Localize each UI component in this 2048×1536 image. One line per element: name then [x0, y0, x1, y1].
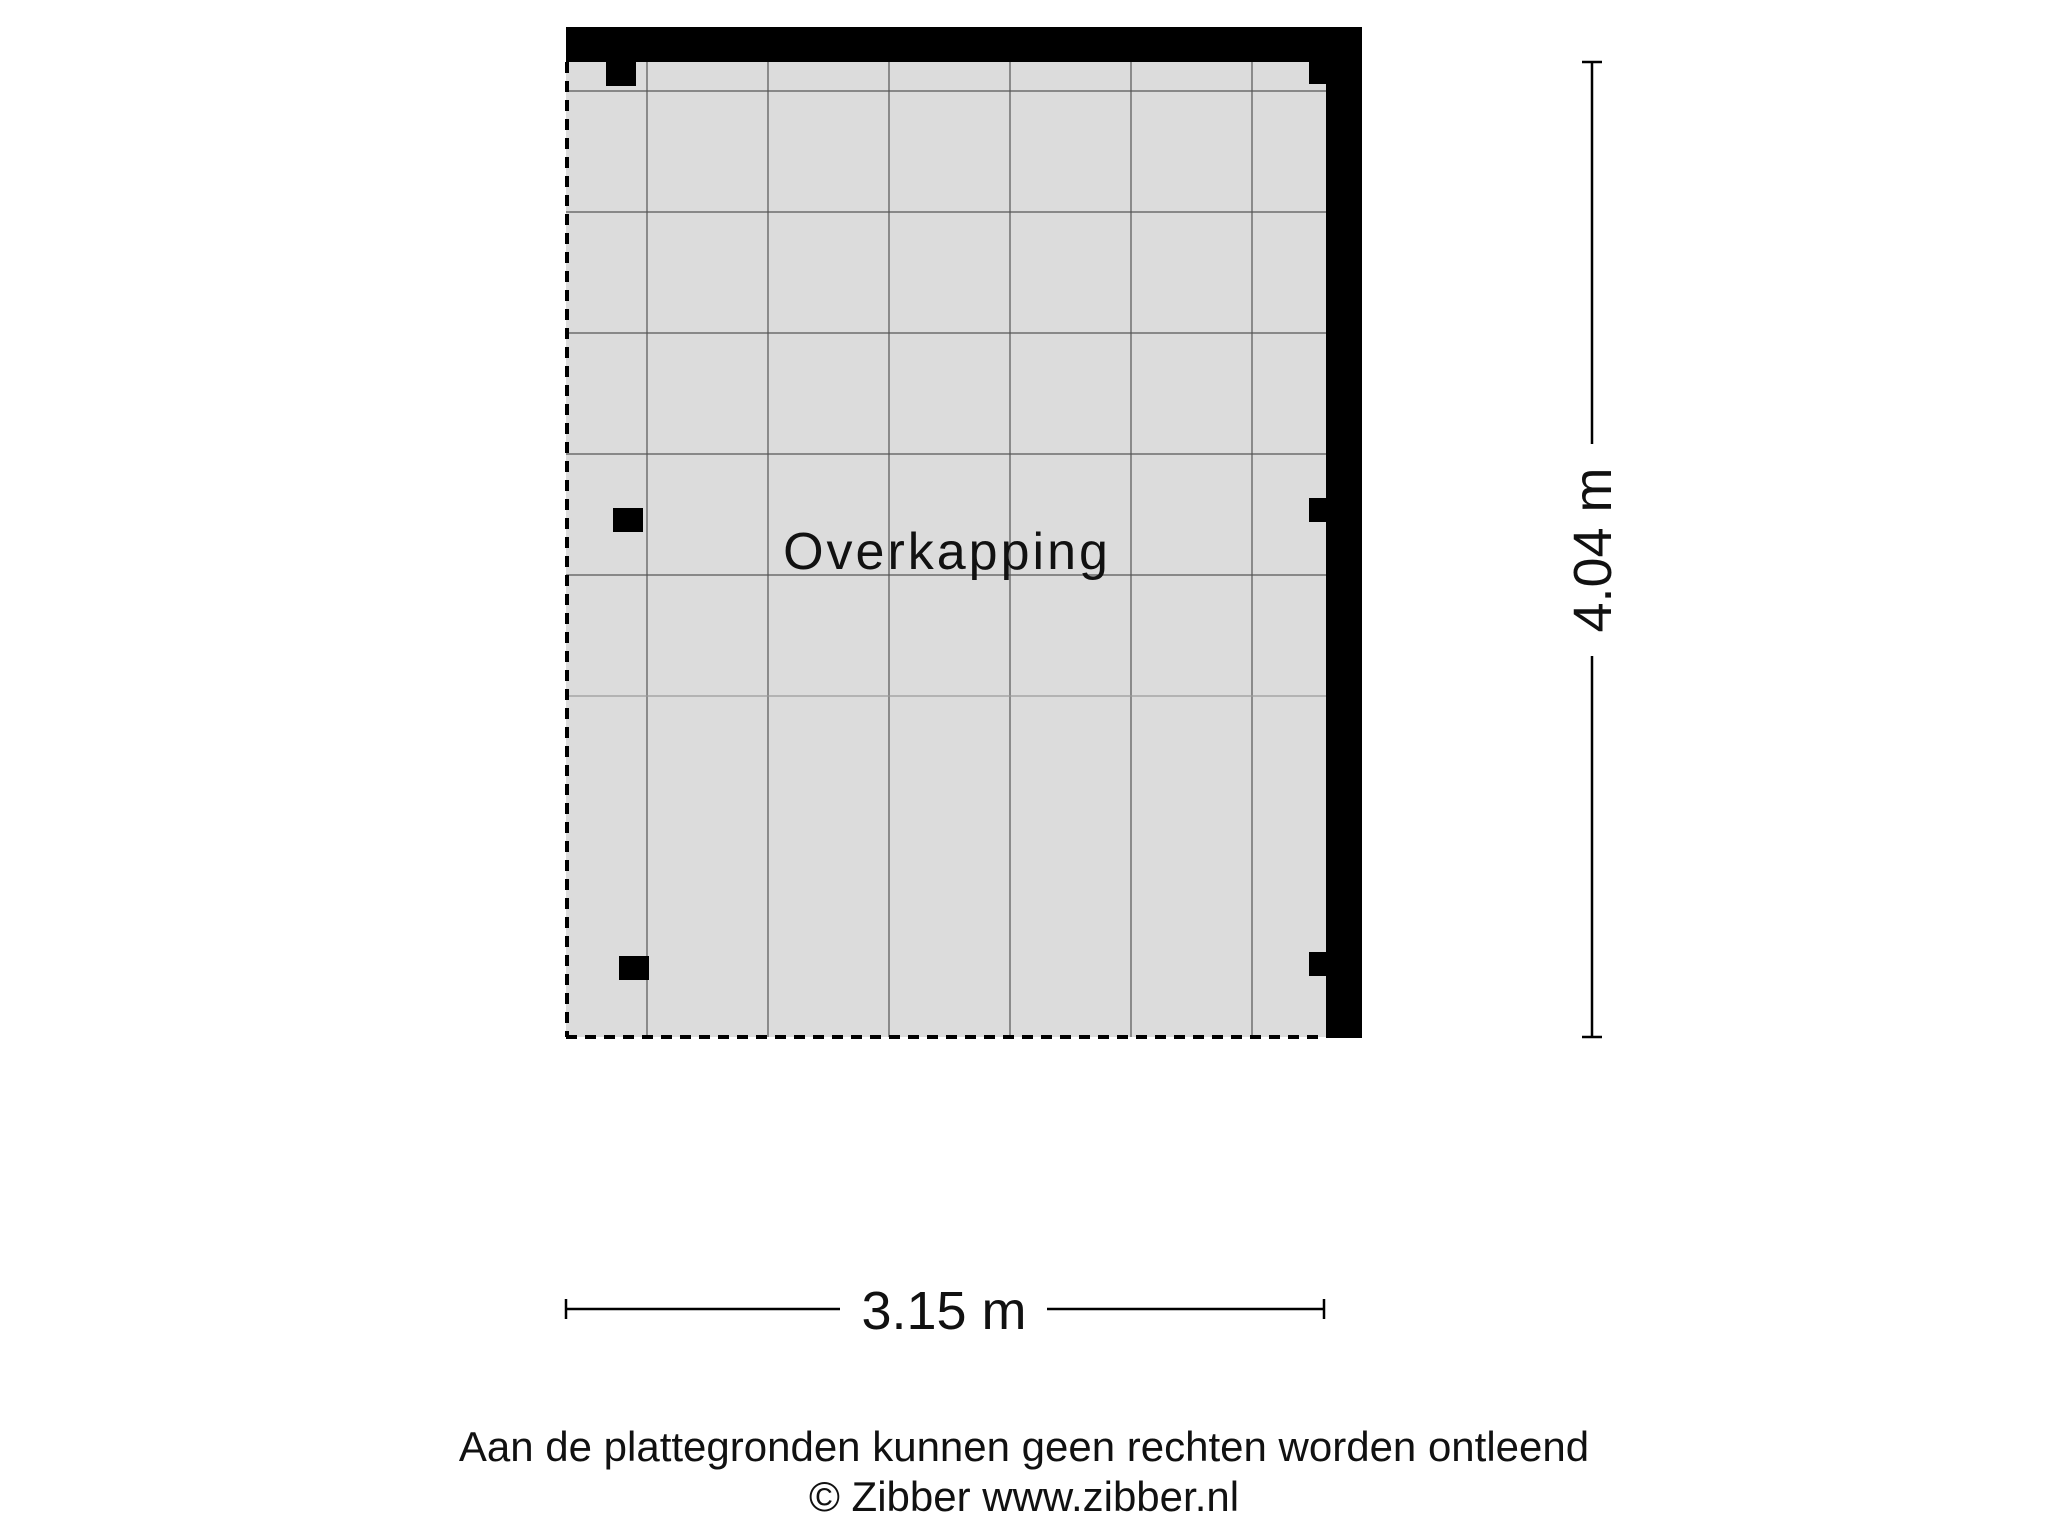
wall-post [1309, 498, 1326, 522]
room-label: Overkapping [783, 523, 1111, 581]
wall-post [1309, 952, 1326, 976]
post [606, 62, 636, 86]
copyright-text: © Zibber www.zibber.nl [808, 1473, 1240, 1520]
width-dimension-label: 3.15 m [861, 1281, 1027, 1341]
wall-post [1309, 62, 1326, 84]
top-wall [566, 27, 1362, 62]
disclaimer-text: Aan de plattegronden kunnen geen rechten worden ontleend [458, 1423, 1590, 1470]
post [613, 508, 643, 532]
depth-dimension-label: 4.04 m [1563, 467, 1623, 633]
post [619, 956, 649, 980]
right-wall [1326, 27, 1362, 1038]
